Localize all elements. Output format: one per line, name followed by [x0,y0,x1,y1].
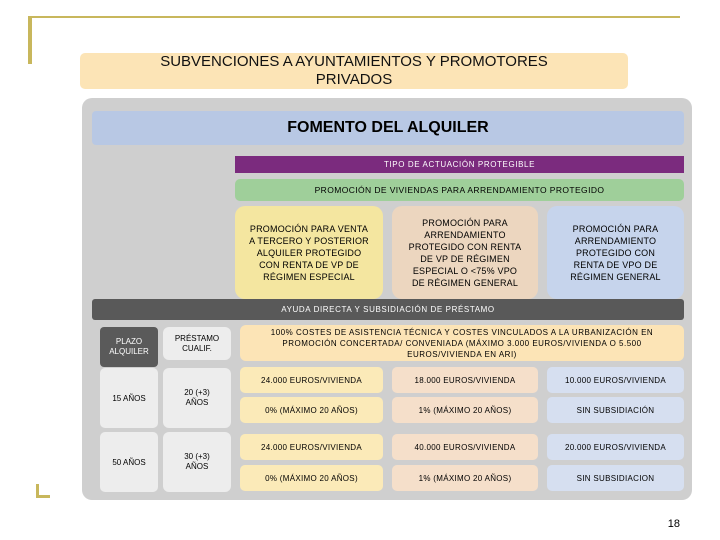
header-prestamo-text: PRÉSTAMO CUALIF. [174,333,220,353]
cell-text: 0% (MÁXIMO 20 AÑOS) [265,405,358,415]
cell-text: 24.000 EUROS/VIVIENDA [260,442,362,452]
category-text: PROMOCIÓN PARA VENTA A TERCERO Y POSTERIOR ALQUILER PROTEGIDO CON RENTA DE VP DE RÉGIMEN ESPECIAL [249,223,369,282]
decorative-corner [36,484,50,498]
prestamo-20 [163,368,231,428]
table-cell [240,434,383,460]
header-costes [240,325,684,361]
slide-title [80,53,628,89]
header-plazo-text: PLAZO ALQUILER [109,337,149,356]
plazo-15 [100,368,158,428]
table-cell [547,434,684,460]
cell-text: 24.000 EUROS/VIVIENDA [260,375,362,385]
header-plazo [100,327,158,367]
table-cell [392,397,538,423]
category-venta-alquiler [235,206,383,299]
cell-text: 0% (MÁXIMO 20 AÑOS) [265,473,358,483]
table-cell [547,465,684,491]
header-fomento [92,111,684,145]
plazo-value: 50 AÑOS [112,457,146,467]
decorative-top-line [28,16,680,18]
page-number: 18 [667,518,680,530]
category-text: PROMOCIÓN PARA ARRENDAMIENTO PROTEGIDO CON RENTA DE VP DE RÉGIMEN ESPECIAL O <75% VPO DE RÉGIMEN GENERAL [408,217,522,288]
prestamo-value: 20 (+3) AÑOS [184,388,210,407]
ayuda-bar [92,299,684,320]
table-cell [240,397,383,423]
cell-text: SIN SUBSIDIACIÓN [576,405,655,415]
header-prestamo [163,327,231,360]
decorative-left-line [28,16,32,64]
table-cell [240,465,383,491]
cell-text: 10.000 EUROS/VIVIENDA [564,375,666,385]
prestamo-value: 30 (+3) AÑOS [184,452,210,471]
table-cell [547,397,684,423]
header-costes-text: 100% COSTES DE ASISTENCIA TÉCNICA Y COSTES VINCULADOS A LA URBANIZACIÓN EN PROMOCIÓN CONCERTADA/ CONVENIADA (MÁXIMO 3.000 EUROS/VIVIENDA O 5.500 EUROS/VIVIENDA EN ARI) [270,327,654,359]
header-fomento-text: FOMENTO DEL ALQUILER [287,119,489,136]
cell-text: SIN SUBSIDIACION [576,473,655,483]
ayuda-text: AYUDA DIRECTA Y SUBSIDIACIÓN DE PRÉSTAMO [281,305,495,314]
table-cell [240,367,383,393]
category-arrendamiento-general [547,206,684,299]
promocion-text: PROMOCIÓN DE VIVIENDAS PARA ARRENDAMIENTO PROTEGIDO [314,185,605,195]
cell-text: 40.000 EUROS/VIVIENDA [414,442,516,452]
cell-text: 20.000 EUROS/VIVIENDA [564,442,666,452]
table-cell [392,465,538,491]
tipo-actuacion-text: TIPO DE ACTUACIÓN PROTEGIBLE [383,160,536,169]
table-cell [547,367,684,393]
plazo-50 [100,432,158,492]
cell-text: 18.000 EUROS/VIVIENDA [414,375,516,385]
slide-title-text: SUBVENCIONES A AYUNTAMIENTOS Y PROMOTORES PRIVADOS [160,53,548,88]
cell-text: 1% (MÁXIMO 20 AÑOS) [418,405,512,415]
promocion-bar [235,179,684,201]
cell-text: 1% (MÁXIMO 20 AÑOS) [418,473,512,483]
tipo-actuacion-bar [235,156,684,173]
table-cell [392,367,538,393]
category-arrendamiento-especial [392,206,538,299]
plazo-value: 15 AÑOS [112,393,146,403]
table-cell [392,434,538,460]
prestamo-30 [163,432,231,492]
category-text: PROMOCIÓN PARA ARRENDAMIENTO PROTEGIDO CON RENTA DE VPO DE RÉGIMEN GENERAL [570,223,661,282]
